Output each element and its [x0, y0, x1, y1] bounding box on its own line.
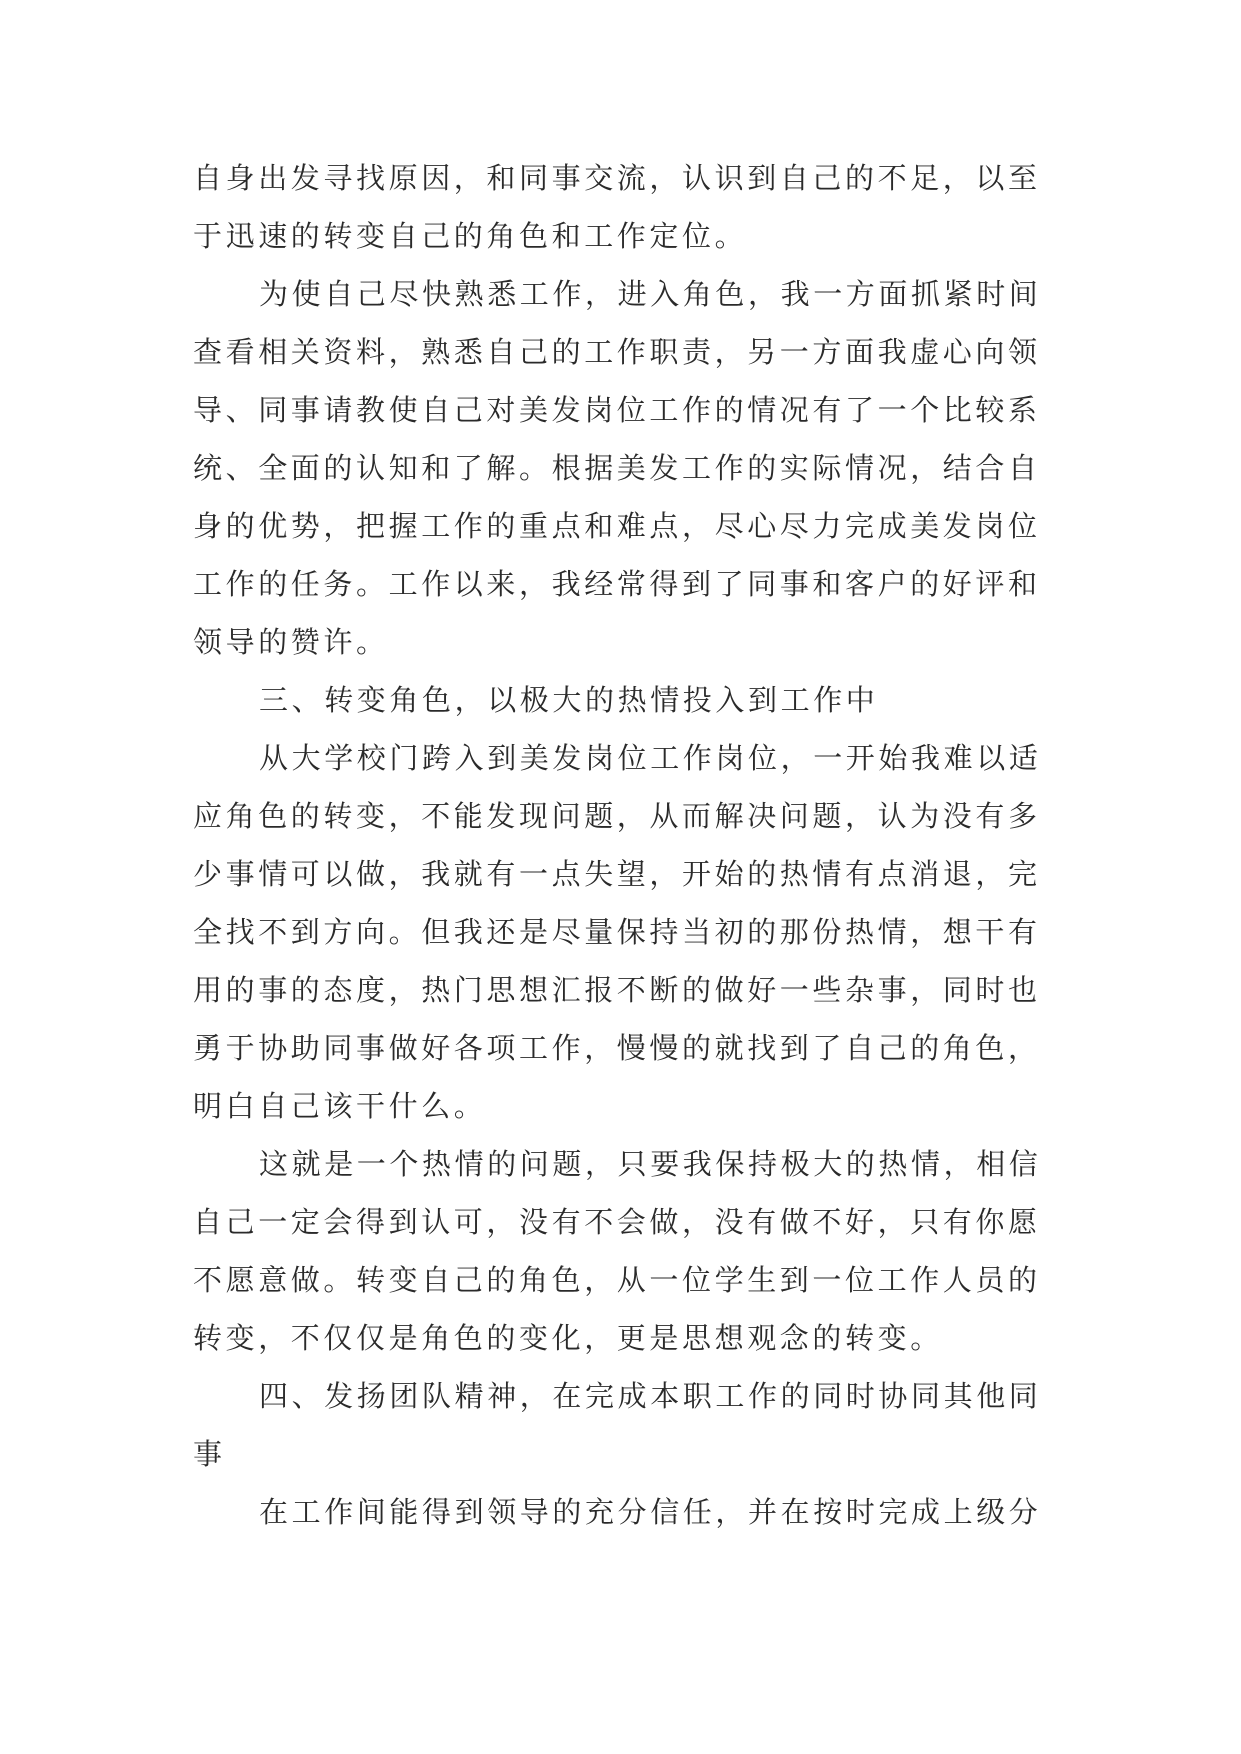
- paragraph-start-line: 从大学校门跨入到美发岗位工作岗位，一开始我难以适: [259, 741, 1042, 775]
- text-line: 用的事的态度，热门思想汇报不断的做好一些杂事，同时也: [193, 973, 1041, 1007]
- text-line: 少事情可以做，我就有一点失望，开始的热情有点消退，完: [193, 857, 1041, 891]
- text-line: 全找不到方向。但我还是尽量保持当初的那份热情，想干有: [193, 915, 1041, 949]
- section-heading: 四、发扬团队精神，在完成本职工作的同时协同其他同: [259, 1379, 1042, 1413]
- text-line: 工作的任务。工作以来，我经常得到了同事和客户的好评和: [193, 567, 1041, 601]
- section-heading: 三、转变角色，以极大的热情投入到工作中: [259, 683, 879, 717]
- text-line: 统、全面的认知和了解。根据美发工作的实际情况，结合自: [193, 451, 1041, 485]
- text-line: 勇于协助同事做好各项工作，慢慢的就找到了自己的角色，: [193, 1031, 1041, 1065]
- text-line: 转变，不仅仅是角色的变化，更是思想观念的转变。: [193, 1321, 943, 1355]
- text-line: 于迅速的转变自己的角色和工作定位。: [193, 219, 748, 253]
- text-line: 自身出发寻找原因，和同事交流，认识到自己的不足，以至: [193, 161, 1041, 195]
- paragraph-start-line: 在工作间能得到领导的充分信任，并在按时完成上级分: [259, 1495, 1042, 1529]
- paragraph-start-line: 为使自己尽快熟悉工作，进入角色，我一方面抓紧时间: [259, 277, 1042, 311]
- text-line: 自己一定会得到认可，没有不会做，没有做不好，只有你愿: [193, 1205, 1041, 1239]
- text-line: 应角色的转变，不能发现问题，从而解决问题，认为没有多: [193, 799, 1041, 833]
- text-line: 查看相关资料，熟悉自己的工作职责，另一方面我虚心向领: [193, 335, 1041, 369]
- section-heading-continuation: 事: [193, 1437, 226, 1471]
- text-line: 导、同事请教使自己对美发岗位工作的情况有了一个比较系: [193, 393, 1041, 427]
- text-line: 不愿意做。转变自己的角色，从一位学生到一位工作人员的: [193, 1263, 1041, 1297]
- document-body: [193, 160, 1063, 1552]
- paragraph-start-line: 这就是一个热情的问题，只要我保持极大的热情，相信: [259, 1147, 1042, 1181]
- text-line: 身的优势，把握工作的重点和难点，尽心尽力完成美发岗位: [193, 509, 1041, 543]
- text-line: 明白自己该干什么。: [193, 1089, 487, 1123]
- text-line: 领导的赞许。: [193, 625, 389, 659]
